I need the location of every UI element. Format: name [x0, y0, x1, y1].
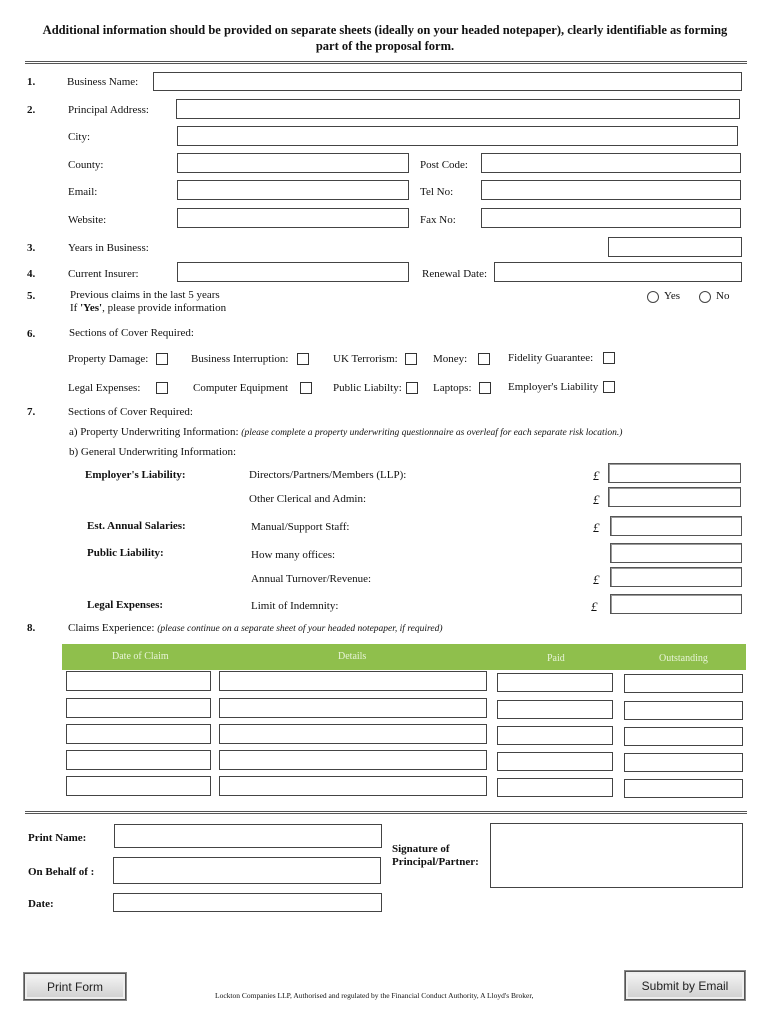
claim-row-2-details[interactable]	[219, 698, 487, 718]
claim-row-1-details[interactable]	[219, 671, 487, 691]
claims-yes-radio[interactable]	[647, 291, 659, 303]
q7-number: 7.	[27, 406, 36, 418]
claim-row-5-paid[interactable]	[497, 778, 613, 797]
q5-number: 5.	[27, 290, 36, 302]
business-interruption-checkbox[interactable]	[297, 353, 309, 365]
instruction-yes: 'Yes'	[80, 302, 103, 314]
q2-number: 2.	[27, 104, 36, 116]
employers-liability-checkbox[interactable]	[603, 381, 615, 393]
post-code-label: Post Code:	[420, 159, 468, 171]
tel-label: Tel No:	[420, 186, 454, 198]
manual-staff-amount-input[interactable]	[610, 516, 742, 536]
how-many-offices-label: How many offices:	[251, 549, 336, 561]
q3-number: 3.	[27, 242, 36, 254]
header-line-1: Additional information should be provided on separate sheets (ideally on your headed notepaper), clearly identifiable as forming	[42, 23, 728, 37]
divider-bottom	[25, 811, 747, 814]
q8-number: 8.	[27, 622, 36, 634]
q6-number: 6.	[27, 328, 36, 340]
indemnity-amount-input[interactable]	[610, 594, 742, 614]
claim-row-3-details[interactable]	[219, 724, 487, 744]
print-name-input[interactable]	[114, 824, 382, 848]
directors-amount-input[interactable]	[608, 463, 741, 483]
pound-sign-directors: £	[593, 468, 600, 483]
years-in-business-label: Years in Business:	[68, 242, 149, 254]
principal-address-label: Principal Address:	[68, 104, 149, 116]
on-behalf-input[interactable]	[113, 857, 381, 884]
pound-sign-manual: £	[593, 520, 600, 535]
current-insurer-input[interactable]	[177, 262, 409, 282]
city-label: City:	[68, 131, 91, 143]
annual-turnover-label: Annual Turnover/Revenue:	[251, 573, 372, 585]
claims-experience-note: (please continue on a separate sheet of your headed notepaper, if required)	[157, 624, 443, 634]
column-details: Details	[338, 651, 367, 662]
pound-sign-clerical: £	[593, 492, 600, 507]
county-label: County:	[68, 159, 104, 171]
manual-staff-label: Manual/Support Staff:	[251, 521, 350, 533]
business-name-label: Business Name:	[67, 76, 139, 88]
header-line-2: part of the proposal form.	[315, 39, 455, 53]
fax-input[interactable]	[481, 208, 741, 228]
directors-label: Directors/Partners/Members (LLP):	[249, 469, 407, 481]
claim-row-3-date[interactable]	[66, 724, 211, 744]
claims-yes-label: Yes	[664, 290, 681, 302]
claims-experience-label: Claims Experience:	[68, 622, 158, 634]
legal-expenses-label: Legal Expenses:	[68, 382, 141, 394]
divider-top	[25, 61, 747, 64]
turnover-amount-input[interactable]	[610, 567, 742, 587]
previous-claims-instruction	[70, 302, 226, 314]
email-label: Email:	[68, 186, 98, 198]
renewal-date-label: Renewal Date:	[422, 268, 488, 280]
claim-row-4-outstanding[interactable]	[624, 753, 743, 772]
signature-label-line1: Signature of	[392, 843, 450, 855]
column-outstanding: Outstanding	[659, 653, 708, 664]
pound-sign-indemnity: £	[591, 599, 598, 614]
q1-number: 1.	[27, 76, 36, 88]
annual-salaries-heading: Est. Annual Salaries:	[87, 520, 186, 532]
renewal-date-input[interactable]	[494, 262, 742, 282]
claim-row-5-details[interactable]	[219, 776, 487, 796]
property-underwriting-label: a) Property Underwriting Information:	[69, 426, 242, 438]
claim-row-1-date[interactable]	[66, 671, 211, 691]
laptops-label: Laptops:	[433, 382, 472, 394]
pound-sign-turnover: £	[593, 572, 600, 587]
claim-row-3-outstanding[interactable]	[624, 727, 743, 746]
limit-of-indemnity-label: Limit of Indemnity:	[251, 600, 339, 612]
public-liability-checkbox[interactable]	[406, 382, 418, 394]
public-liability-label: Public Liabilty:	[333, 382, 402, 394]
claim-row-5-date[interactable]	[66, 776, 211, 796]
property-damage-checkbox[interactable]	[156, 353, 168, 365]
county-input[interactable]	[177, 153, 409, 173]
property-underwriting-line	[69, 426, 622, 438]
clerical-admin-label: Other Clerical and Admin:	[249, 493, 366, 505]
claim-row-2-outstanding[interactable]	[624, 701, 743, 720]
print-name-label: Print Name:	[28, 832, 87, 844]
claims-no-radio[interactable]	[699, 291, 711, 303]
header-instructions	[20, 22, 750, 54]
fidelity-guarantee-checkbox[interactable]	[603, 352, 615, 364]
fax-label: Fax No:	[420, 214, 456, 226]
general-underwriting-label: b) General Underwriting Information:	[69, 446, 237, 458]
clerical-amount-input[interactable]	[608, 487, 741, 507]
q4-number: 4.	[27, 268, 36, 280]
print-form-button[interactable]: Print Form	[24, 973, 126, 1000]
fidelity-guarantee-label: Fidelity Guarantee:	[508, 352, 594, 364]
sections-cover-required-label: Sections of Cover Required:	[68, 406, 193, 418]
sections-cover-label: Sections of Cover Required:	[69, 327, 194, 339]
signature-box[interactable]	[490, 823, 743, 888]
laptops-checkbox[interactable]	[479, 382, 491, 394]
money-checkbox[interactable]	[478, 353, 490, 365]
years-in-business-input[interactable]	[608, 237, 742, 257]
claim-row-2-date[interactable]	[66, 698, 211, 718]
claim-row-3-paid[interactable]	[497, 726, 613, 745]
email-input[interactable]	[177, 180, 409, 200]
claim-row-5-outstanding[interactable]	[624, 779, 743, 798]
claim-row-1-outstanding[interactable]	[624, 674, 743, 693]
post-code-input[interactable]	[481, 153, 741, 173]
previous-claims-label: Previous claims in the last 5 years	[70, 289, 220, 301]
claim-row-2-paid[interactable]	[497, 700, 613, 719]
public-liability-heading: Public Liability:	[87, 547, 164, 559]
current-insurer-label: Current Insurer:	[68, 268, 139, 280]
column-paid: Paid	[547, 653, 565, 664]
computer-equipment-checkbox[interactable]	[300, 382, 312, 394]
offices-input[interactable]	[610, 543, 742, 563]
legal-expenses-heading: Legal Expenses:	[87, 599, 164, 611]
claims-table-header	[62, 644, 746, 670]
claims-no-label: No	[716, 290, 730, 302]
footer-legal-text: Lockton Companies LLP, Authorised and regulated by the Financial Conduct Authority, A Lloyd's Broker,	[215, 991, 534, 1000]
uk-terrorism-label: UK Terrorism:	[333, 353, 398, 365]
date-input[interactable]	[113, 893, 382, 912]
employers-liability-label: Employer's Liability	[508, 381, 599, 393]
claim-row-4-details[interactable]	[219, 750, 487, 770]
property-underwriting-note: (please complete a property underwriting questionnaire as overleaf for each separate risk location.)	[241, 428, 623, 438]
business-interruption-label: Business Interruption:	[191, 353, 289, 365]
instruction-suffix: , please provide information	[102, 302, 227, 314]
city-input[interactable]	[177, 126, 738, 146]
computer-equipment-label: Computer Equipment	[193, 382, 289, 394]
claim-row-4-paid[interactable]	[497, 752, 613, 771]
business-name-input[interactable]	[153, 72, 742, 91]
employers-liability-heading: Employer's Liability:	[85, 469, 186, 481]
column-date-of-claim: Date of Claim	[112, 651, 169, 662]
uk-terrorism-checkbox[interactable]	[405, 353, 417, 365]
claim-row-1-paid[interactable]	[497, 673, 613, 692]
signature-label-line2: Principal/Partner:	[392, 856, 479, 868]
instruction-prefix: If	[70, 302, 81, 314]
property-damage-label: Property Damage:	[68, 353, 149, 365]
legal-expenses-checkbox[interactable]	[156, 382, 168, 394]
tel-input[interactable]	[481, 180, 741, 200]
website-input[interactable]	[177, 208, 409, 228]
money-label: Money:	[433, 353, 468, 365]
claim-row-4-date[interactable]	[66, 750, 211, 770]
submit-by-email-button[interactable]: Submit by Email	[625, 971, 745, 1000]
claims-experience-line	[68, 622, 443, 634]
date-label: Date:	[28, 898, 54, 910]
principal-address-input[interactable]	[176, 99, 740, 119]
on-behalf-label: On Behalf of :	[28, 866, 95, 878]
website-label: Website:	[68, 214, 107, 226]
